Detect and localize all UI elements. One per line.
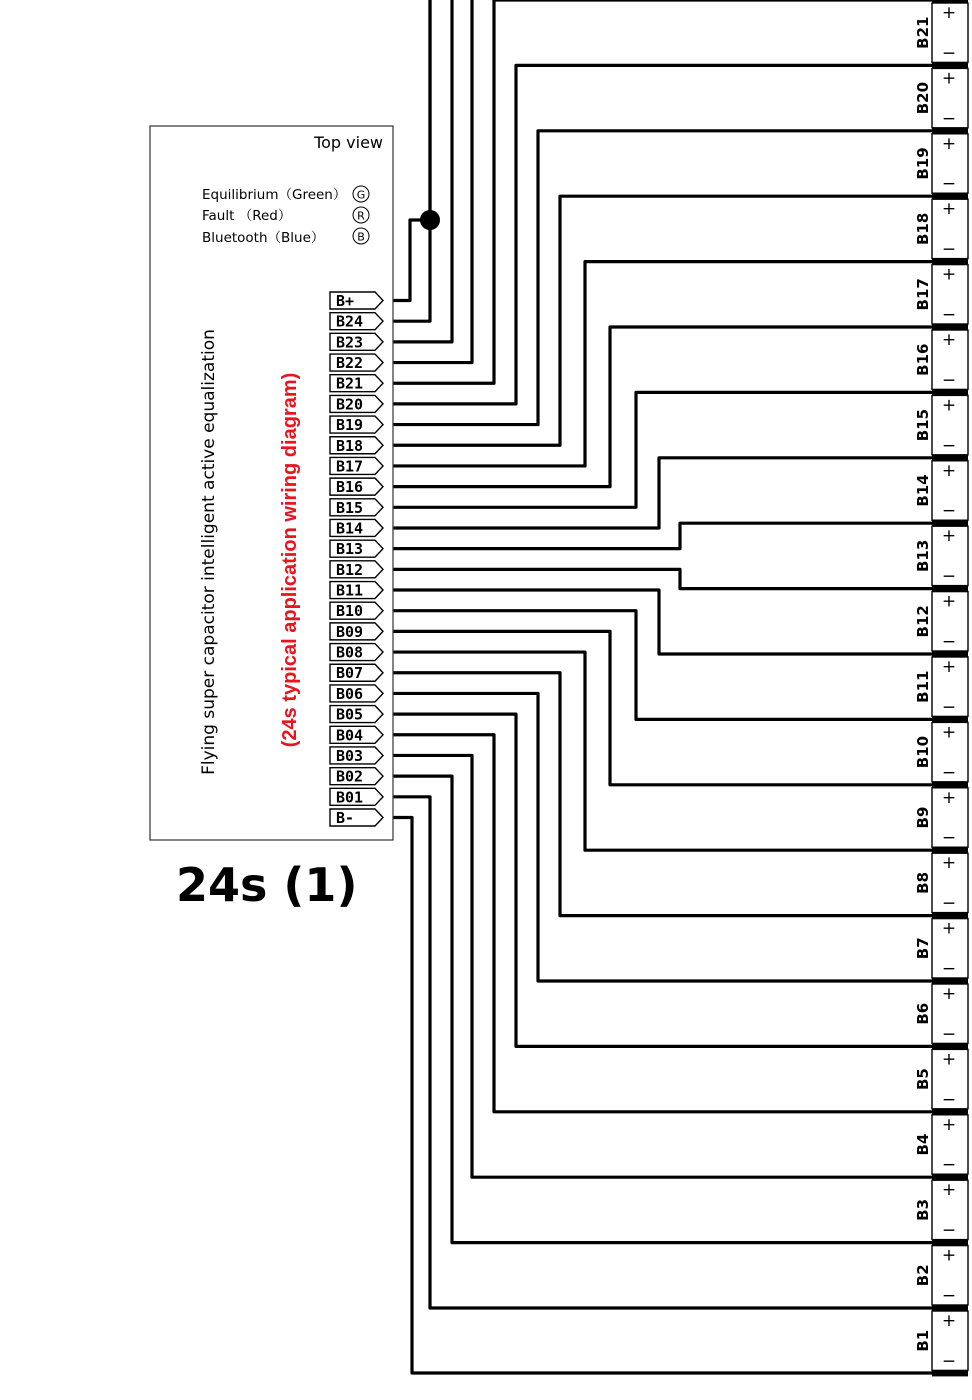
minus-sign: −	[941, 697, 957, 718]
plus-sign: +	[941, 3, 957, 23]
wire-b11	[385, 590, 932, 654]
battery-label: B18	[914, 212, 932, 246]
svg-text:B: B	[357, 230, 365, 244]
terminal-label: B21	[336, 374, 364, 393]
terminal-b08	[330, 644, 383, 662]
wire-b12	[385, 569, 932, 588]
battery-label: B16	[914, 343, 932, 376]
wire-b20	[385, 65, 932, 404]
plus-sign: +	[941, 1114, 957, 1135]
battery-label: B8	[914, 871, 932, 894]
minus-sign: −	[941, 1155, 957, 1176]
minus-sign: −	[941, 1220, 957, 1241]
battery-cell-b1	[914, 1311, 968, 1371]
plus-sign: +	[941, 460, 957, 481]
minus-sign: −	[941, 435, 957, 456]
minus-sign: −	[941, 239, 957, 260]
plus-sign: +	[941, 1245, 957, 1266]
wire-b19	[385, 131, 932, 425]
wire-bminus	[385, 818, 932, 1374]
wire-b23	[385, 0, 452, 342]
terminal-bminus	[330, 809, 383, 827]
terminal-b11	[330, 582, 383, 600]
terminal-label: B22	[336, 354, 364, 373]
battery-cell-b14	[914, 461, 968, 521]
wire-b06	[385, 693, 932, 981]
minus-sign: −	[941, 43, 957, 64]
plus-sign: +	[941, 591, 957, 612]
terminal-label: B+	[336, 292, 355, 310]
wire-b03	[385, 755, 932, 1177]
plus-sign: +	[941, 1180, 957, 1201]
terminal-b13	[330, 540, 383, 558]
plus-sign: +	[941, 133, 957, 154]
plus-sign: +	[941, 657, 957, 677]
minus-sign: −	[941, 1024, 957, 1045]
terminal-label: B10	[336, 602, 364, 621]
wire-b18	[385, 196, 932, 445]
battery-label: B17	[914, 278, 932, 311]
battery-label: B19	[914, 147, 932, 180]
plus-sign: +	[941, 1049, 957, 1070]
battery-cell-b10	[914, 722, 968, 782]
battery-label: B3	[914, 1198, 932, 1221]
terminal-b22	[330, 354, 383, 372]
battery-label: B1	[914, 1329, 932, 1352]
minus-sign: −	[941, 1286, 957, 1306]
terminal-b21	[330, 375, 383, 393]
terminal-label: B08	[336, 643, 364, 662]
terminal-b19	[330, 416, 383, 434]
battery-cell-b13	[914, 526, 968, 586]
battery-cells	[914, 0, 968, 1376]
battery-cell-b8	[914, 853, 968, 913]
terminal-label: B01	[336, 788, 364, 807]
battery-cell-b15	[914, 395, 968, 455]
battery-label: B6	[914, 1002, 932, 1025]
terminal-b10	[330, 602, 383, 620]
product-name-vertical: Flying super capacitor intelligent active equalization	[199, 329, 219, 775]
battery-label: B4	[914, 1133, 932, 1156]
led-bluetooth-label: Bluetooth（Blue）	[202, 230, 325, 246]
plus-sign: +	[941, 68, 957, 89]
led-fault-label: Fault （Red）	[202, 208, 292, 224]
minus-sign: −	[941, 174, 957, 195]
terminal-label: B24	[336, 312, 364, 331]
terminal-label: B18	[336, 436, 364, 455]
terminal-label: B03	[336, 746, 364, 765]
plus-sign: +	[941, 722, 957, 743]
wire-b05	[385, 714, 932, 1046]
plus-sign: +	[941, 853, 957, 874]
battery-label: B20	[914, 81, 932, 115]
terminal-b06	[330, 685, 383, 703]
terminal-b15	[330, 499, 383, 517]
diagram-title: 24s (1)	[176, 858, 358, 912]
wire-b07	[385, 670, 932, 916]
plus-sign: +	[941, 330, 957, 350]
plus-sign: +	[941, 395, 957, 416]
svg-text:R: R	[357, 209, 365, 223]
battery-label: B7	[914, 937, 932, 960]
battery-label: B9	[914, 806, 932, 829]
minus-sign: −	[941, 959, 957, 979]
battery-cell-b16	[914, 330, 968, 390]
terminal-label: B04	[336, 726, 364, 745]
plus-sign: +	[941, 984, 957, 1004]
minus-sign: −	[941, 108, 957, 129]
wires	[385, 0, 932, 1373]
battery-label: B10	[914, 735, 932, 769]
terminal-label: B-	[336, 809, 355, 827]
battery-cell-b18	[914, 199, 968, 259]
terminal-label: B07	[336, 664, 364, 683]
battery-cell-b9	[914, 788, 968, 848]
wire-b08	[385, 652, 932, 850]
terminal-label: B19	[336, 416, 364, 435]
battery-cell-b4	[914, 1115, 968, 1175]
terminal-b17	[330, 457, 383, 475]
terminal-label: B11	[336, 581, 364, 600]
battery-label: B15	[914, 408, 932, 442]
battery-cell-b7	[914, 919, 968, 979]
battery-cell-b19	[914, 134, 968, 194]
battery-label: B12	[914, 605, 932, 638]
plus-sign: +	[941, 264, 957, 285]
terminal-label: B02	[336, 767, 364, 786]
plus-sign: +	[941, 918, 957, 939]
terminal-label: B20	[336, 395, 364, 414]
battery-cell-b12	[914, 592, 968, 652]
minus-sign: −	[941, 632, 957, 652]
minus-sign: −	[941, 1351, 957, 1372]
terminal-label: B09	[336, 622, 364, 641]
plus-sign: +	[941, 199, 957, 220]
plus-sign: +	[941, 1311, 957, 1331]
battery-cell-b21	[914, 3, 968, 63]
terminal-bplus	[330, 292, 383, 310]
wire-b01	[385, 797, 932, 1308]
led-equilibrium-label: Equilibrium（Green）	[202, 187, 347, 203]
battery-label: B13	[914, 539, 932, 573]
minus-sign: −	[941, 566, 957, 587]
terminal-label: B15	[336, 498, 364, 517]
battery-cell-b6	[914, 984, 968, 1044]
terminal-b07	[330, 664, 383, 682]
terminal-b02	[330, 768, 383, 786]
svg-text:G: G	[356, 188, 366, 202]
minus-sign: −	[941, 762, 957, 783]
battery-cell-b17	[914, 265, 968, 325]
plus-sign: +	[941, 526, 957, 547]
terminal-label: B17	[336, 457, 364, 476]
terminal-b09	[330, 623, 383, 641]
wire-b04	[385, 735, 932, 1112]
terminal-label: B06	[336, 684, 364, 703]
battery-cell-b11	[914, 657, 968, 717]
wire-b14	[385, 458, 932, 528]
battery-label: B5	[914, 1068, 932, 1091]
terminal-label: B12	[336, 560, 364, 579]
battery-cell-b3	[914, 1180, 968, 1240]
battery-label: B2	[914, 1264, 932, 1287]
minus-sign: −	[941, 501, 957, 522]
terminal-label: B05	[336, 705, 364, 724]
minus-sign: −	[941, 370, 957, 391]
terminal-b04	[330, 726, 383, 744]
junction-dot	[420, 210, 440, 230]
terminal-label: B13	[336, 540, 364, 559]
terminal-b01	[330, 788, 383, 806]
terminal-b12	[330, 561, 383, 579]
plus-sign: +	[941, 787, 957, 808]
battery-label: B21	[914, 16, 932, 49]
minus-sign: −	[941, 1089, 957, 1110]
terminal-b03	[330, 747, 383, 765]
terminal-label: B16	[336, 478, 364, 497]
terminal-b20	[330, 395, 383, 413]
wire-b02	[385, 776, 932, 1242]
terminal-b14	[330, 519, 383, 537]
terminal-b23	[330, 333, 383, 351]
battery-label: B11	[914, 670, 932, 703]
diagram-caption-vertical: (24s typical application wiring diagram)	[279, 372, 301, 748]
minus-sign: −	[941, 828, 957, 849]
terminal-b24	[330, 313, 383, 331]
battery-cell-b20	[914, 68, 968, 128]
battery-label: B14	[914, 474, 932, 507]
terminal-b05	[330, 706, 383, 724]
minus-sign: −	[941, 893, 957, 914]
terminal-b18	[330, 437, 383, 455]
top-view-label: Top view	[314, 133, 383, 152]
terminal-b16	[330, 478, 383, 496]
terminal-label: B14	[336, 519, 364, 538]
battery-cell-b2	[914, 1246, 968, 1306]
minus-sign: −	[941, 305, 957, 325]
terminal-label: B23	[336, 333, 364, 352]
battery-cell-b5	[914, 1049, 968, 1109]
